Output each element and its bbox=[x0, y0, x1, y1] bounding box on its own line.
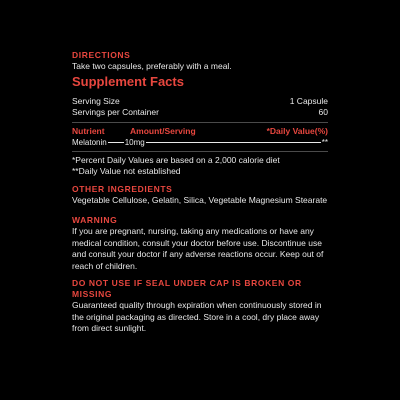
serving-size-value: 1 Capsule bbox=[289, 95, 328, 106]
directions-heading: DIRECTIONS bbox=[72, 50, 131, 60]
serving-size-row bbox=[72, 96, 328, 108]
servings-per-container-value: 60 bbox=[318, 107, 328, 117]
leader-line bbox=[108, 142, 124, 143]
footnote-not-established: **Daily Value not established bbox=[72, 166, 181, 176]
divider bbox=[72, 122, 328, 123]
nutrient-daily-value: ** bbox=[321, 137, 328, 147]
serving-size-label: Serving Size bbox=[72, 95, 120, 106]
divider bbox=[72, 151, 328, 152]
footnote-daily-values: *Percent Daily Values are based on a 2,000 calorie diet bbox=[72, 154, 280, 165]
storage-text: Guaranteed quality through expiration when continuously stored in the original packaging as directed. Store in a cool, dry place away from direct sunlight. bbox=[72, 300, 322, 333]
nutrient-name: Melatonin bbox=[72, 137, 107, 147]
supplement-facts-title: Supplement Facts bbox=[72, 73, 184, 89]
nutrient-row bbox=[72, 137, 328, 148]
column-nutrient: Nutrient bbox=[72, 125, 105, 136]
directions-text: Take two capsules, preferably with a meal. bbox=[72, 61, 232, 71]
nutrient-amount: 10mg bbox=[124, 137, 145, 147]
seal-warning-heading: DO NOT USE IF SEAL UNDER CAP IS BROKEN OR MISSING bbox=[72, 278, 302, 299]
warning-heading: WARNING bbox=[72, 215, 118, 225]
servings-per-container-row bbox=[72, 107, 328, 119]
other-ingredients-text: Vegetable Cellulose, Gelatin, Silica, Vegetable Magnesium Stearate bbox=[72, 194, 328, 205]
warning-text: If you are pregnant, nursing, taking any medications or have any medical condition, consult your doctor before use. Discontinue use and consult your doctor if any adverse reactions occur. Keep out of reach of children. bbox=[72, 226, 324, 271]
other-ingredients-heading: OTHER INGREDIENTS bbox=[72, 183, 173, 194]
column-daily-value: *Daily Value(%) bbox=[266, 125, 328, 136]
nutrient-table-header bbox=[72, 126, 328, 137]
servings-per-container-label: Servings per Container bbox=[72, 107, 159, 117]
column-amount: Amount/Serving bbox=[130, 125, 196, 136]
leader-line bbox=[146, 142, 321, 143]
